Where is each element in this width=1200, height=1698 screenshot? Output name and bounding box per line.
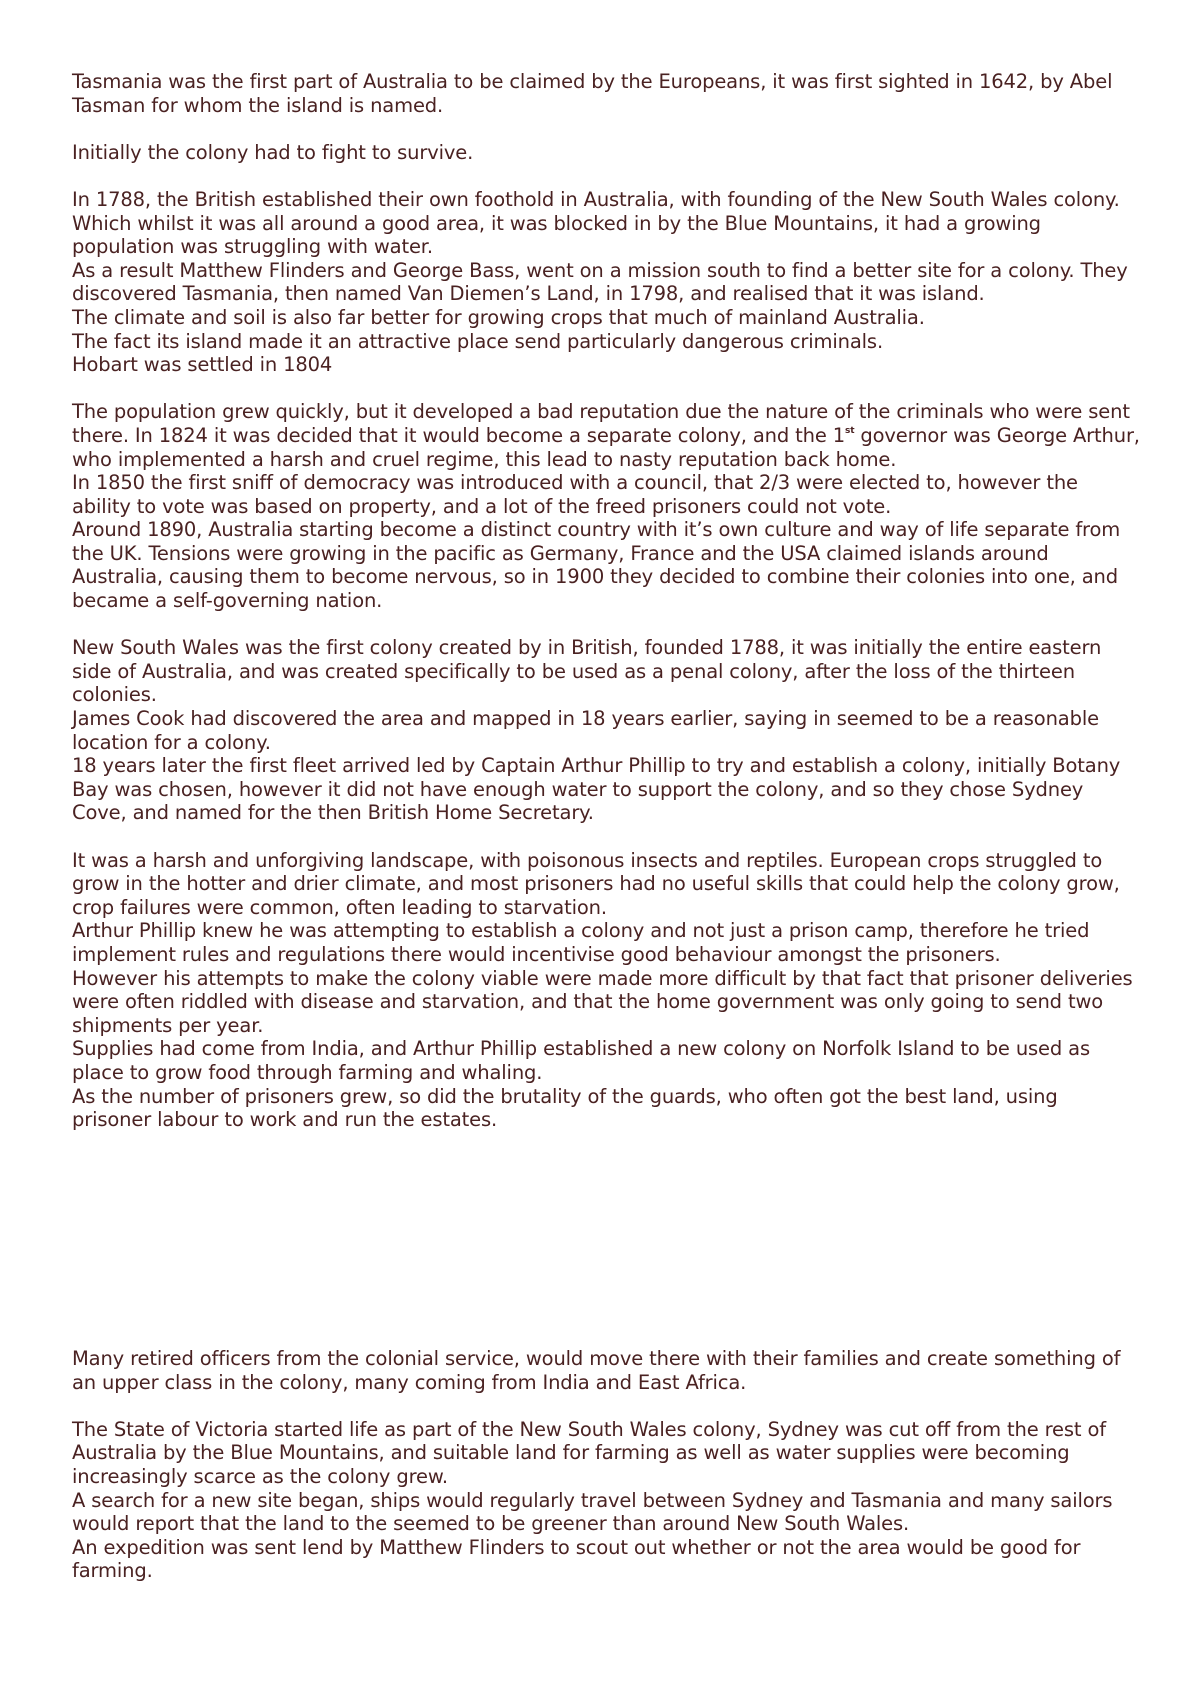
paragraph-gap: [72, 613, 1142, 637]
population-text-part2: governor was George Arthur, who implemented a harsh and cruel regime, this lead to nasty reputation back home.: [72, 423, 1140, 471]
paragraph-fight-to-survive: Initially the colony had to fight to survive.: [72, 140, 474, 164]
paragraph-climate-soil: The climate and soil is also far better for growing crops that much of mainland Australia.: [72, 305, 925, 329]
paragraph-around-1890: Around 1890, Australia starting become a distinct country with it’s own culture and way of life separate from the UK. Tensions were growing in the pacific as Germany, France and the USA claimed islands around Australia, causing them to become nervous, so in 1900 they decided to combine their colonies into one, and became a self-governing nation.: [72, 518, 1121, 613]
paragraph-supplies-norfolk: Supplies had come from India, and Arthur Phillip established a new colony on Norfolk Island to be used as place to grow food through farming and whaling.: [72, 1037, 1090, 1084]
paragraph-victoria-start: The State of Victoria started life as part of the New South Wales colony, Sydney was cut off from the rest of Australia by the Blue Mountains, and suitable land for farming as well as water supplies were becoming increasingly scarce as the colony grew.: [72, 1417, 1106, 1488]
paragraph-hobart: Hobart was settled in 1804: [72, 353, 333, 377]
lower-text-section: [72, 1347, 1142, 1583]
paragraph-brutality: As the number of prisoners grew, so did the brutality of the guards, who often got the best land, using prisoner labour to work and run the estates.: [72, 1084, 1058, 1132]
paragraph-james-cook: James Cook had discovered the area and mapped in 18 years earlier, saying in seemed to be a reasonable location for a colony.: [72, 707, 1099, 754]
paragraph-democracy-1850: In 1850 the first sniff of democracy was introduced with a council, that 2/3 were elected to, however the ability to vote was based on property, and a lot of the freed prisoners could not vote.: [72, 471, 1078, 518]
paragraph-expedition: An expedition was sent lend by Matthew Flinders to scout out whether or not the area would be good for farming.: [72, 1535, 1081, 1583]
paragraph-retired-officers: Many retired officers from the colonial service, would move there with their families and create something of an upper class in the colony, many coming from India and East Africa.: [72, 1347, 1121, 1394]
paragraph-gap: [72, 164, 1142, 188]
paragraph-gap: [72, 377, 1142, 401]
paragraph-gap: [72, 1394, 1142, 1418]
paragraph-flinders-bass: As a result Matthew Flinders and George Bass, went on a mission south to find a better site for a colony. They discovered Tasmania, then named Van Diemen’s Land, in 1798, and realised that it was island.: [72, 258, 1128, 306]
paragraph-nsw-foothold: In 1788, the British established their own foothold in Australia, with founding of the New South Wales colony. Which whilst it was all around a good area, it was blocked in by the Blue Mountains, it had a growing population was struggling with water.: [72, 187, 1120, 259]
paragraph-phillip-rules: Arthur Phillip knew he was attempting to establish a colony and not just a prison camp, therefore he tried implement rules and regulations there would incentivise good behaviour amongst the prisoners.: [72, 919, 1090, 966]
paragraph-viable-difficult: However his attempts to make the colony viable were made more difficult by that fact that prisoner deliveries were often riddled with disease and starvation, and that the home government was only going to send two shipments per year.: [72, 966, 1133, 1037]
paragraph-island-criminals: The fact its island made it an attractive place send particularly dangerous criminals.: [72, 329, 883, 353]
paragraph-tasmania-intro: Tasmania was the first part of Australia to be claimed by the Europeans, it was first sighted in 1642, by Abel Tasman for whom the island is named.: [72, 70, 1113, 117]
paragraph-nsw-first-colony: New South Wales was the first colony created by in British, founded 1788, it was initially the entire eastern side of Australia, and was created specifically to be used as a penal colony, after the loss of the thirteen colonies.: [72, 636, 1102, 707]
paragraph-harsh-landscape: It was a harsh and unforgiving landscape, with poisonous insects and reptiles. European crops struggled to grow in the hotter and drier climate, and most prisoners had no useful skills that could help the colony grow, crop failures were common, often leading to starvation.: [72, 848, 1120, 919]
paragraph-population: [72, 400, 1142, 471]
paragraph-search-new-site: A search for a new site began, ships would regularly travel between Sydney and Tasmania and many sailors would report that the land to the seemed to be greener than around New South Wales.: [72, 1488, 1113, 1536]
upper-text-section: [72, 70, 1142, 1132]
paragraph-first-fleet: 18 years later the first fleet arrived led by Captain Arthur Phillip to try and establish a colony, initially Botany Bay was chosen, however it did not have enough water to support the colony, and so they chose Sydney Cove, and named for the then British Home Secretary.: [72, 754, 1121, 825]
paragraph-gap: [72, 117, 1142, 141]
ordinal-superscript: st: [845, 425, 855, 436]
population-text-part1: The population grew quickly, but it developed a bad reputation due the nature of the criminals who were sent there. In 1824 it was decided that it would become a separate colony, and the 1: [72, 400, 1130, 447]
paragraph-gap: [72, 825, 1142, 849]
